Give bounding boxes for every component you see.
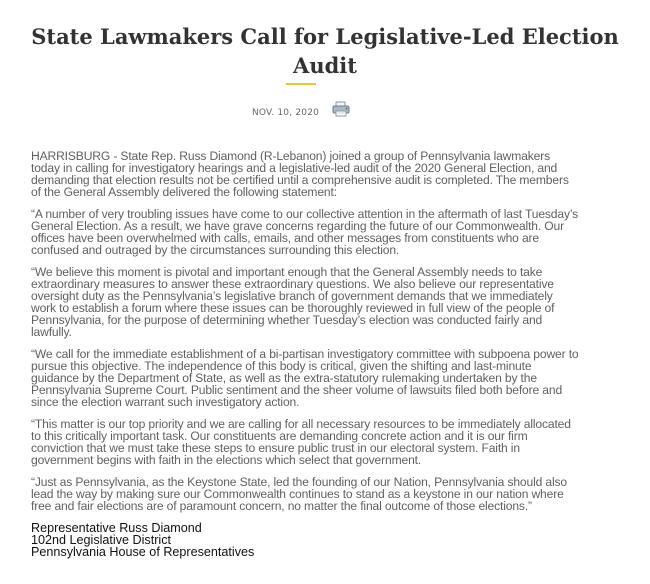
- signature-name: Representative Russ Diamond: [31, 521, 202, 535]
- article-paragraph: “This matter is our top priority and we are calling for all necessary resources to be immediately allocated to this critically important task. Our constituents are demanding concrete action and it is our firm conviction that we must take these steps to ensure public trust in our electoral system. Faith in government begins with faith in the elections which select that government.: [31, 417, 571, 467]
- article-paragraph: HARRISBURG - State Rep. Russ Diamond (R-Lebanon) joined a group of Pennsylvania lawmakers today in calling for investigatory hearings and a legislative-led audit of the 2020 General Election, and demanding that election results not be certified until a comprehensive audit is completed. The members of the General Assembly delivered the following statement:: [31, 149, 569, 199]
- publish-date: NOV. 10, 2020: [252, 108, 320, 118]
- title-accent-divider: [286, 83, 316, 85]
- print-icon[interactable]: [331, 101, 351, 117]
- article-paragraph: “A number of very troubling issues have come to our collective attention in the aftermath of last Tuesday’s General Election. As a result, we have grave concerns regarding the future of our Commonwealth. Our offices have been overwhelmed with calls, emails, and other messages from constituents who are confused and outraged by the circumstances surrounding this election.: [31, 207, 579, 257]
- article-paragraph: “We believe this moment is pivotal and important enough that the General Assembly needs to take extraordinary measures to answer these extraordinary questions. We also believe our representative oversight duty as the Pennsylvania’s legislative branch of government demands that we immediately work to establish a forum where these issues can be thoroughly reviewed in full view of the people of Pennsylvania, for the purpose of determining whether Tuesday’s election was conducted fairly and lawfully.: [31, 265, 555, 339]
- article-body: [31, 150, 579, 558]
- signature-block: [31, 522, 579, 558]
- article-paragraph: “We call for the immediate establishment of a bi-partisan investigatory committee with subpoena power to pursue this objective. The independence of this body is critical, given the shifting and last-minute guidance by the Department of State, as well as the extra-statutory rulemaking undertaken by the Pennsylvania Supreme Court. Public sentiment and the sheer volume of lawsuits filed both before and since the election warrant such investigatory action.: [31, 347, 579, 409]
- signature-house: Pennsylvania House of Representatives: [31, 545, 255, 559]
- page-title: State Lawmakers Call for Legislative-Led Election Audit: [31, 24, 619, 79]
- signature-district: 102nd Legislative District: [31, 533, 172, 547]
- article-paragraph: “Just as Pennsylvania, as the Keystone State, led the founding of our Nation, Pennsylvania should also lead the way by making sure our Commonwealth continues to stand as a keystone in our nation where free and fair elections are of paramount concern, no matter the final outcome of those elections.”: [31, 475, 567, 513]
